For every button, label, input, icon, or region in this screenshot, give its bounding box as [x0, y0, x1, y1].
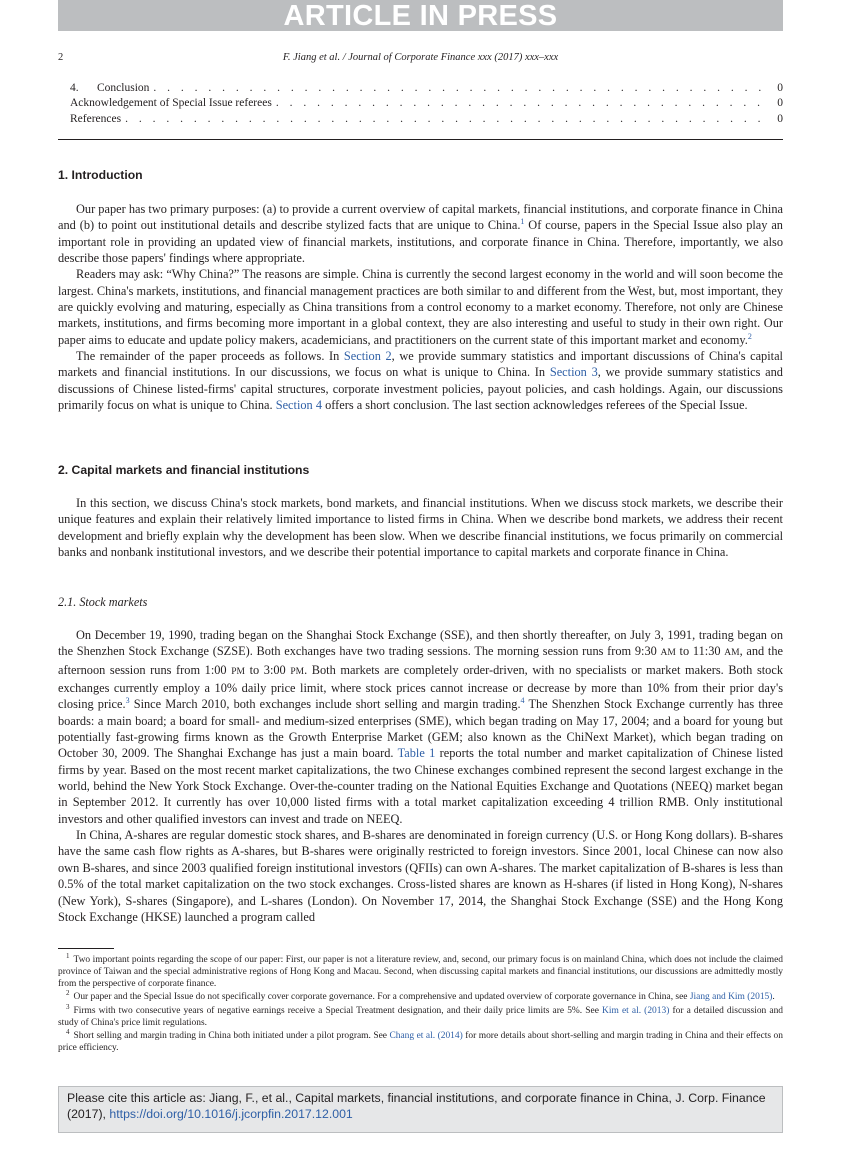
toc-number: 4. [70, 82, 79, 94]
section-2-link[interactable]: Section 2 [343, 349, 392, 364]
toc-leader [153, 82, 771, 94]
toc-title: Acknowledgement of Special Issue referees [70, 97, 272, 110]
doi-link[interactable]: https://doi.org/10.1016/j.jcorpfin.2017.12.001 [109, 1107, 353, 1121]
toc-page: 0 [777, 112, 783, 125]
chang-2014-link[interactable]: Chang et al. (2014) [389, 1031, 463, 1042]
footnote-ref-3[interactable]: 3 [125, 696, 130, 706]
footnote-1: $^1$ Two important points regarding the scope of our paper: First, our paper is not a literature review, and, second, our primary focus is on mainland China, which does not include the claimed province of Taiwan and the special administrative regions of Hong Kong and Macau. Second, when discussing capital markets and financial institutions, our discussions are admittedly mostly from the perspective of corporate finance. [58, 951, 783, 989]
intro-paragraph-1: Our paper has two primary purposes: (a) to provide a current overview of capital markets, financial institutions, and corporate finance in China and (b) to point out institutional details and describe stylized facts that are unique to China.$^1$ Of course, papers in the Special Issue also play an important role in providing an updated view of financial markets, institutions, and corporate finance in China. Therefore, importantly, we also describe those papers' findings where appropriate. [58, 202, 783, 266]
subsection-2-1-heading: 2.1. Stock markets [58, 595, 148, 609]
footnote-divider [58, 948, 114, 949]
toc-row-conclusion[interactable] [70, 82, 783, 97]
journal-reference: F. Jiang et al. / Journal of Corporate Finance xxx (2017) xxx–xxx [282, 52, 559, 63]
footnote-ref-1[interactable]: 1 [520, 217, 525, 227]
introduction-body [58, 201, 783, 413]
section-2-paragraph: In this section, we discuss China's stock markets, bond markets, and financial institutions. When we discuss stock markets, we describe their unique features and explain their relatively limited importance to listed firms in China. When we describe bond markets, we address their recent development and briefly explain why the development has been slow. When we describe financial institutions, we focus primarily on commercial banks and nonbank institutional investors, and we describe their potential importance to capital markets and corporate finance in China. [58, 496, 783, 560]
stock-markets-body [58, 627, 783, 925]
toc-divider [58, 139, 783, 140]
footnote-4: $^4$ Short selling and margin trading in China both initiated under a pilot program. See Chang et al. (2014) for more details about short-selling and margin trading in China and their effects on price efficiency. [58, 1028, 783, 1054]
toc-row-acknowledgement[interactable] [70, 97, 783, 112]
toc-title: References [70, 112, 122, 125]
footnote-ref-4[interactable]: 4 [520, 696, 525, 706]
article-in-press-banner: ARTICLE IN PRESS [58, 0, 783, 31]
toc-page: 0 [777, 97, 783, 110]
section-4-link[interactable]: Section 4 [275, 398, 322, 413]
toc-leader [125, 113, 771, 125]
footnote-2: $^2$ Our paper and the Special Issue do not specifically cover corporate governance. For a comprehensive and updated overview of corporate governance in China, see Jiang and Kim (2015). [66, 989, 775, 1003]
stock-paragraph-2: In China, A-shares are regular domestic stock shares, and B-shares are denominated in foreign currency (U.S. or Hong Kong dollars). B-shares have the same cash flow rights as A-shares, but B-shares were originally restricted to foreign investors. Since 2001, local Chinese can now also own B-shares, and since 2003 qualified foreign institutional investors (QFIIs) can own A-shares. The market capitalization of B-shares is less than 0.5% of the total market capitalization on the two stock exchanges. Cross-listed shares are known as H-shares (if listed in Hong Kong), N-shares (New York), S-shares (Singapore), and L-shares (London). On November 17, 2014, the Shanghai Stock Exchange (SSE) and the Hong Kong Stock Exchange (HKSE) launched a program called [58, 828, 783, 924]
toc-row-references[interactable] [70, 113, 783, 128]
citation-box [58, 1086, 783, 1133]
section-3-link[interactable]: Section 3 [549, 365, 598, 380]
toc-title: Conclusion [97, 82, 150, 94]
table-of-contents [70, 82, 783, 128]
toc-leader [276, 97, 771, 109]
table-1-link[interactable]: Table 1 [397, 746, 436, 761]
page-number: 2 [58, 52, 64, 63]
section-2-intro [58, 495, 783, 560]
intro-paragraph-2: Readers may ask: “Why China?” The reasons are simple. China is currently the second largest economy in the world and will soon become the largest. China's markets, institutions, and financial management practices are both similar to and different from the West, but, most important, they are quickly evolving and maturing, especially as China transitions from a control economy to a market economy. Therefore, not only are Chinese markets, institutions, and firms becoming more important in a global context, they are also interesting and useful to study in their own right. Our paper aims to educate and update policy makers, academicians, and practitioners on the current state of this important market and economy.$^2$ [58, 267, 783, 347]
stock-paragraph-1: On December 19, 1990, trading began on the Shanghai Stock Exchange (SSE), and then shortly thereafter, on July 3, 1991, trading began on the Shenzhen Stock Exchange (SZSE). Both exchanges have two trading sessions. The morning session runs from 9:30 AM to 11:30 AM, and the afternoon session runs from 1:00 PM to 3:00 PM. Both markets are completely order-driven, with no specialists or market makers. Both stock exchanges currently employ a 10% daily price limit, where stock prices cannot increase or decrease by more than 10% from their prior day's closing price.$^3$ Since March 2010, both exchanges include short selling and margin trading.$^4$ The Shenzhen Stock Exchange currently has three boards: a main board; a board for small- and medium-sized enterprises (SME), which began trading on May 17, 2004; and a board for young but potentially fast-growing firms known as the Growth Enterprise Market (GEM; also known as the ChiNext Market), which began trading on October 30, 2009. The Shanghai Exchange has just a main board. Table 1 reports the total number and market capitalization of Chinese listed firms by year. Based on the most recent market capitalizations, the two Chinese exchanges combined represent the second largest exchange in the world, behind the New York Stock Exchange. Over-the-counter trading on the National Equities Exchange and Quotations (NEEQ) market began in September 2012. It currently has over 10,000 listed firms with a total market capitalization exceeding 4 trillion RMB. Only institutional investors and other qualified investors can invest and trade on NEEQ. [58, 628, 784, 826]
kim-2013-link[interactable]: Kim et al. (2013) [602, 1005, 670, 1016]
toc-page: 0 [777, 82, 783, 94]
footnotes [58, 951, 784, 1057]
footnote-ref-2[interactable]: 2 [747, 331, 752, 341]
intro-paragraph-3: The remainder of the paper proceeds as follows. In Section 2, we provide summary statistics and important discussions of China's capital markets and financial institutions. In our discussions, we focus on what is unique to China. In Section 3, we provide summary statistics and discussions of Chinese listed-firms' capital structures, corporate investment policies, payout policies, and cash holdings. Again, our discussions primarily focus on what is unique to China. Section 4 offers a short conclusion. The last section acknowledges referees of the Special Issue. [58, 349, 783, 413]
section-2-heading: 2. Capital markets and financial institutions [58, 463, 310, 477]
citation-text: Please cite this article as: Jiang, F., et al., Capital markets, financial institutions, and corporate finance in China, J. Corp. Finance (2017), [67, 1091, 766, 1121]
footnote-3: $^3$ Firms with two consecutive years of negative earnings receive a Special Treatment designation, and their daily price limits are 5%. See Kim et al. (2013) for a detailed discussion and study of China's price limit regulations. [58, 1002, 784, 1028]
jiang-kim-2015-link[interactable]: Jiang and Kim (2015) [689, 992, 773, 1003]
section-1-heading: 1. Introduction [58, 168, 143, 182]
